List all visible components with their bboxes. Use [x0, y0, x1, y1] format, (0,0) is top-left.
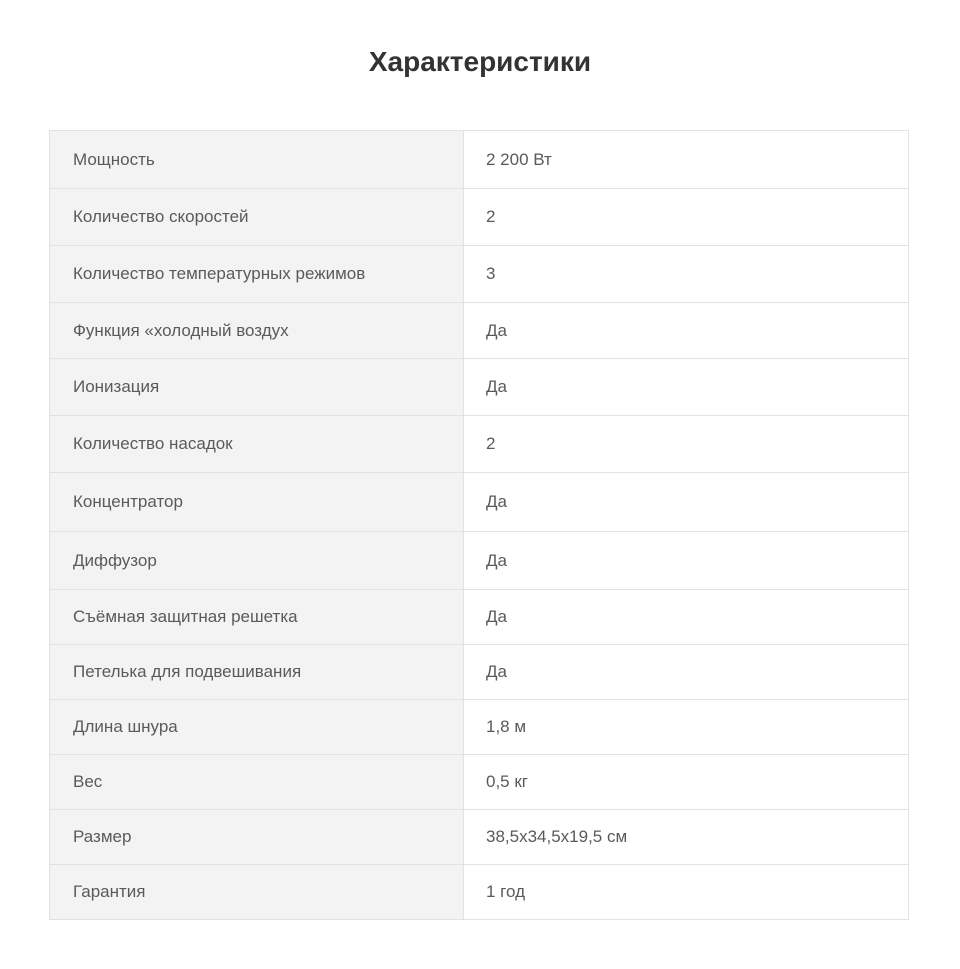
table-row — [50, 359, 909, 416]
table-row — [50, 810, 909, 865]
table-row — [50, 131, 909, 189]
table-row — [50, 700, 909, 755]
spec-value: Да — [464, 473, 909, 532]
spec-value: Да — [464, 303, 909, 359]
spec-label: Количество насадок — [50, 416, 464, 473]
spec-value: 1,8 м — [464, 700, 909, 755]
spec-label: Съёмная защитная решетка — [50, 590, 464, 645]
spec-label: Ионизация — [50, 359, 464, 416]
spec-value: Да — [464, 532, 909, 590]
table-row — [50, 416, 909, 473]
spec-label: Количество температурных режимов — [50, 246, 464, 303]
spec-label: Концентратор — [50, 473, 464, 532]
spec-value: 2 — [464, 189, 909, 246]
specifications-table — [49, 130, 909, 920]
table-row — [50, 590, 909, 645]
spec-label: Гарантия — [50, 865, 464, 920]
table-row — [50, 303, 909, 359]
spec-label: Диффузор — [50, 532, 464, 590]
table-row — [50, 865, 909, 920]
page-title: Характеристики — [368, 46, 592, 77]
spec-label: Размер — [50, 810, 464, 865]
spec-label: Функция «холодный воздух — [50, 303, 464, 359]
spec-value: 38,5x34,5x19,5 см — [464, 810, 909, 865]
spec-value: 2 — [464, 416, 909, 473]
spec-value: Да — [464, 645, 909, 700]
table-row — [50, 473, 909, 532]
spec-value: 1 год — [464, 865, 909, 920]
table-row — [50, 246, 909, 303]
table-row — [50, 189, 909, 246]
table-row — [50, 532, 909, 590]
spec-value: 3 — [464, 246, 909, 303]
spec-label: Мощность — [50, 131, 464, 189]
spec-label: Петелька для подвешивания — [50, 645, 464, 700]
table-row — [50, 645, 909, 700]
spec-value: Да — [464, 359, 909, 416]
table-row — [50, 755, 909, 810]
spec-label: Вес — [50, 755, 464, 810]
spec-label: Количество скоростей — [50, 189, 464, 246]
spec-value: 0,5 кг — [464, 755, 909, 810]
spec-value: 2 200 Вт — [464, 131, 909, 189]
spec-label: Длина шнура — [50, 700, 464, 755]
spec-value: Да — [464, 590, 909, 645]
